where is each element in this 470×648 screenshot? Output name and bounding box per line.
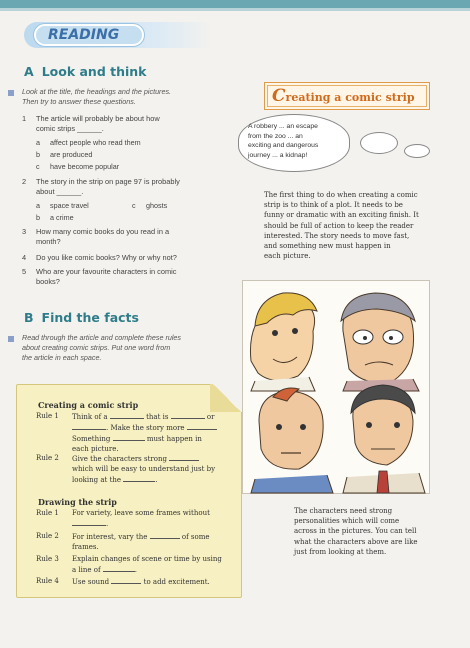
section-b-letter: B <box>24 310 34 325</box>
thought-bubble-tiny <box>404 144 430 158</box>
rule-drawing-2: Rule 2 For interest, vary the of some frames. <box>36 532 210 551</box>
bullet-square-icon <box>8 90 14 96</box>
option-1a: a affect people who read them <box>36 138 141 147</box>
option-2c: c ghosts <box>132 201 168 210</box>
rule-creating-1: Rule 1 Think of a that is or . Make the story more Something must happen in each picture. <box>72 411 232 454</box>
section-a-letter: A <box>24 64 34 79</box>
question-text: about ______. <box>36 187 84 196</box>
rules-heading-drawing: Drawing the strip <box>38 497 117 507</box>
serious-man-face-icon <box>343 385 425 493</box>
question-2 <box>22 177 180 197</box>
section-b-instruction: Read through the article and complete these rules about creating comic strips. Put one word from the article in each space. <box>22 333 182 362</box>
question-4: 4 Do you like comic books? Why or why not? <box>22 253 177 262</box>
page-top-stripe <box>0 8 470 11</box>
characters-illustration <box>242 280 430 494</box>
question-number: 1 <box>22 114 27 123</box>
rule-drawing-3: Rule 3 Explain changes of scene or time by using a line of . <box>36 555 222 574</box>
option-2a: a space travel <box>36 201 89 210</box>
rule-creating-2: Rule 2 Give the characters strong which will be easy to understand just by looking at the . <box>36 454 216 484</box>
section-a-heading <box>24 64 147 79</box>
section-b-title: Find the facts <box>41 310 139 325</box>
question-3: 3 How many comic books do you read in a month? <box>22 227 170 246</box>
page-top-bar <box>0 0 470 8</box>
option-1b: b are produced <box>36 150 93 159</box>
instruction-line: Look at the title, the headings and the pictures. <box>22 87 172 96</box>
article-title: reating a comic strip <box>285 91 415 104</box>
rule-drawing-4: Rule 4 Use sound to add excitement. <box>36 577 210 586</box>
thought-bubble-small <box>360 132 398 154</box>
note-fold-corner <box>210 384 244 412</box>
rule-drawing-1: Rule 1 For variety, leave some frames without . <box>36 509 210 528</box>
article-paragraph-1: The first thing to do when creating a comic strip is to think of a plot. It needs to be funny or dramatic with an exciting finish. It should be full of action to keep the reader interested. The story needs to move fast, and something new must happen in each picture. <box>264 191 419 261</box>
section-a-instruction <box>22 87 222 107</box>
bullet-square-icon <box>8 336 14 342</box>
option-2b: b a crime <box>36 213 74 222</box>
section-b-heading <box>24 310 139 325</box>
rules-heading-creating: Creating a comic strip <box>38 400 139 410</box>
instruction-line: Then try to answer these questions. <box>22 97 136 106</box>
article-paragraph-2: The characters need strong personalities which will come across in the pictures. You can tell what the characters above are like just from looking at them. <box>294 507 418 556</box>
article-title-box <box>264 82 430 110</box>
reading-label: READING <box>34 24 144 46</box>
question-5: 5 Who are your favourite characters in comic books? <box>22 267 177 286</box>
article-title-initial: C <box>272 86 286 106</box>
option-1c: c have become popular <box>36 162 120 171</box>
question-text: The story in the strip on page 97 is probably <box>36 177 180 186</box>
question-1 <box>22 114 160 134</box>
section-a-title: Look and think <box>41 64 147 79</box>
question-text: The article will probably be about how <box>36 114 160 123</box>
boy-face-icon <box>250 293 317 391</box>
thought-cloud-text: A robbery ... an escape from the zoo ... an exciting and dangerous journey ... a kidnap! <box>248 123 319 159</box>
question-text: comic strips ______. <box>36 124 104 133</box>
question-number: 2 <box>22 177 27 186</box>
tough-guy-face-icon <box>251 388 333 493</box>
old-man-face-icon <box>341 293 419 391</box>
